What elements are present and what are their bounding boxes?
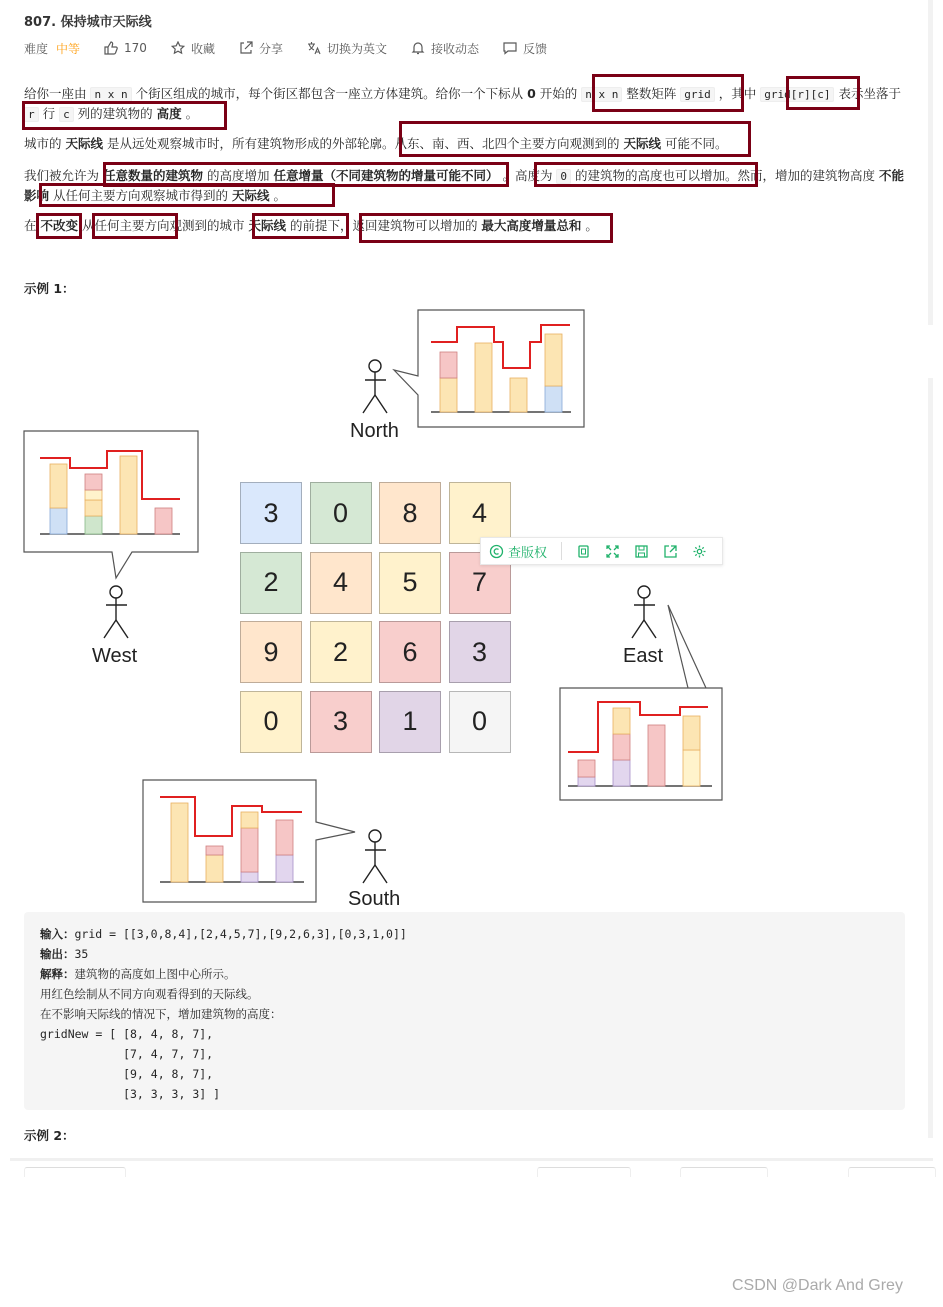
grid-cell: 2 <box>310 621 372 683</box>
settings-button[interactable] <box>692 544 707 559</box>
text: 从任何主要方向观察城市得到的 <box>49 188 232 203</box>
text: 城市的 <box>24 136 66 151</box>
text: 从任何主要方向观测到的城市 <box>78 218 249 233</box>
text: 可能不同。 <box>660 136 728 151</box>
grid-cell: 3 <box>240 482 302 544</box>
description-paragraph-3 <box>24 166 914 205</box>
inline-code: grid[r][c] <box>760 87 834 102</box>
bottom-tab[interactable] <box>537 1167 631 1177</box>
bell-icon <box>411 41 425 55</box>
image-toolbar <box>480 537 723 565</box>
grid-cell: 0 <box>449 691 511 753</box>
explain-line: 在不影响天际线的情况下，增加建筑物的高度： <box>40 1007 282 1021</box>
share-image-button[interactable] <box>663 544 678 559</box>
grid-cell: 4 <box>449 482 511 544</box>
subscribe-label: 接收动态 <box>430 41 479 56</box>
grid-cell: 9 <box>240 621 302 683</box>
output-value: 35 <box>74 947 89 961</box>
input-value: grid = [[3,0,8,4],[2,4,5,7],[9,2,6,3],[0,3,1,0]] <box>74 927 407 941</box>
bottom-tab[interactable] <box>24 1167 126 1177</box>
bold-text: 不能影响 <box>24 168 905 203</box>
explain-line: 建筑物的高度如上图中心所示。 <box>74 967 236 981</box>
grid-cell: 3 <box>310 691 372 753</box>
thumbs-up-icon <box>104 41 118 55</box>
bold-text: 高度 <box>156 106 182 121</box>
grid-cell: 3 <box>449 621 511 683</box>
bold-text: 天际线 <box>231 188 270 203</box>
example-2-heading: 示例 2： <box>24 1128 75 1143</box>
grid-cell: 7 <box>449 552 511 614</box>
difficulty-value: 中等 <box>56 41 81 56</box>
text: 个街区组成的城市，每个街区都包含一座立方体建筑。给你一个下标从 <box>131 86 528 101</box>
description-paragraph-2 <box>24 134 914 153</box>
west-person-icon <box>104 586 128 638</box>
bold-text: 天际线 <box>65 136 103 151</box>
copyright-check-button[interactable] <box>489 542 547 561</box>
inline-code: r <box>24 107 39 122</box>
bold-text: 不改变 <box>40 218 78 233</box>
west-label: West <box>92 645 138 667</box>
problem-meta-bar <box>24 39 571 57</box>
text: 。高度为 <box>498 168 557 183</box>
output-label: 输出： <box>40 947 75 961</box>
grid-cell: 0 <box>240 691 302 753</box>
share-label: 分享 <box>258 41 283 56</box>
problem-title: 807. 保持城市天际线 <box>24 15 152 30</box>
text: 是从远处观察城市时，所有建筑物形成的外部轮廓。从东、南、西、北四个主要方向观测到的 <box>103 136 624 151</box>
bold-text: 最大高度增量总和 <box>481 218 582 233</box>
toolbar-divider <box>561 542 562 560</box>
text: 整数矩阵 <box>622 86 681 101</box>
switch-language-label: 切换为英文 <box>326 41 387 56</box>
text: 在 <box>24 218 41 233</box>
translate-icon <box>307 41 321 55</box>
text: 的建筑物的高度也可以增加。然而，增加的建筑物高度 <box>571 168 879 183</box>
save-button[interactable] <box>634 544 649 559</box>
copyright-icon <box>489 544 504 559</box>
north-label: North <box>350 420 399 442</box>
text: 列的建筑物的 <box>73 106 157 121</box>
example-1-code-block <box>24 912 905 1110</box>
bold-text: 天际线 <box>623 136 661 151</box>
inline-code: n x n <box>90 87 131 102</box>
grid-new-line: [9, 4, 8, 7], <box>40 1067 214 1081</box>
scrollbar-track[interactable] <box>928 378 933 1138</box>
text: 。 <box>181 106 199 121</box>
text: 开始的 <box>535 86 582 101</box>
feedback-label: 反馈 <box>523 41 548 56</box>
inline-code: c <box>59 107 74 122</box>
text: 我们被允许为 <box>24 168 103 183</box>
text: 给你一座由 <box>24 86 91 101</box>
difficulty-label: 难度 <box>24 41 49 56</box>
west-bubble <box>24 431 198 578</box>
text: 的高度增加 <box>203 168 274 183</box>
east-bubble <box>560 605 722 800</box>
switch-language-button[interactable] <box>307 40 387 57</box>
text: 。 <box>581 218 598 233</box>
subscribe-button[interactable] <box>411 40 479 57</box>
difficulty <box>24 40 80 57</box>
grid-new-line: [7, 4, 7, 7], <box>40 1047 214 1061</box>
bottom-tab[interactable] <box>680 1167 768 1177</box>
south-bubble <box>143 780 355 902</box>
feedback-button[interactable] <box>503 40 547 57</box>
text: 的前提下，返回建筑物可以增加的 <box>285 218 482 233</box>
fullscreen-button[interactable] <box>605 544 620 559</box>
text: 行 <box>38 106 60 121</box>
height-grid <box>240 482 512 754</box>
description-paragraph-1 <box>24 84 914 124</box>
text: 。 <box>269 188 286 203</box>
explain-label: 解释： <box>40 967 75 981</box>
text: 表示坐落于 <box>834 86 901 101</box>
description-paragraph-4 <box>24 216 914 235</box>
inline-code: n x n <box>581 87 622 102</box>
watermark: CSDN @Dark And Grey <box>732 1277 903 1294</box>
grid-new-line: gridNew = [ [8, 4, 8, 7], <box>40 1027 214 1041</box>
example-1-heading: 示例 1： <box>24 281 75 296</box>
grid-cell: 5 <box>379 552 441 614</box>
star-icon <box>171 41 185 55</box>
south-label: South <box>348 888 401 910</box>
gear-icon <box>692 544 707 559</box>
bold-text: 天际线 <box>248 218 286 233</box>
copy-icon <box>576 544 591 559</box>
bold-text: 0 <box>527 86 536 101</box>
grid-cell: 1 <box>379 691 441 753</box>
north-bubble <box>394 310 584 427</box>
bottom-tab[interactable] <box>848 1167 936 1177</box>
explain-line: 用红色绘制从不同方向观看得到的天际线。 <box>40 987 259 1001</box>
east-label: East <box>623 645 664 667</box>
east-person-icon <box>632 586 656 638</box>
like-button[interactable] <box>104 41 147 55</box>
south-person-icon <box>363 830 387 883</box>
favorite-button[interactable] <box>171 40 215 57</box>
like-count: 170 <box>124 41 147 55</box>
copy-button[interactable] <box>576 544 591 559</box>
expand-icon <box>605 544 620 559</box>
input-label: 输入： <box>40 927 75 941</box>
grid-cell: 2 <box>240 552 302 614</box>
north-person-icon <box>363 360 387 413</box>
grid-cell: 8 <box>379 482 441 544</box>
bold-text: 任意数量的建筑物 <box>102 168 203 183</box>
grid-new-line: [3, 3, 3, 3] ] <box>40 1087 221 1101</box>
inline-code: grid <box>680 87 715 102</box>
favorite-label: 收藏 <box>190 41 215 56</box>
grid-cell: 6 <box>379 621 441 683</box>
grid-cell: 0 <box>310 482 372 544</box>
bold-text: 任意增量（不同建筑物的增量可能不同） <box>273 168 499 183</box>
inline-code: 0 <box>556 169 571 184</box>
copyright-label: 查版权 <box>508 545 548 561</box>
grid-cell: 4 <box>310 552 372 614</box>
feedback-icon <box>503 41 517 55</box>
bottom-divider <box>10 1158 933 1161</box>
save-icon <box>634 544 649 559</box>
text: ，其中 <box>714 86 761 101</box>
share-button[interactable] <box>239 40 283 57</box>
share-icon <box>663 544 678 559</box>
scrollbar-track[interactable] <box>928 0 933 325</box>
share-icon <box>239 41 253 55</box>
